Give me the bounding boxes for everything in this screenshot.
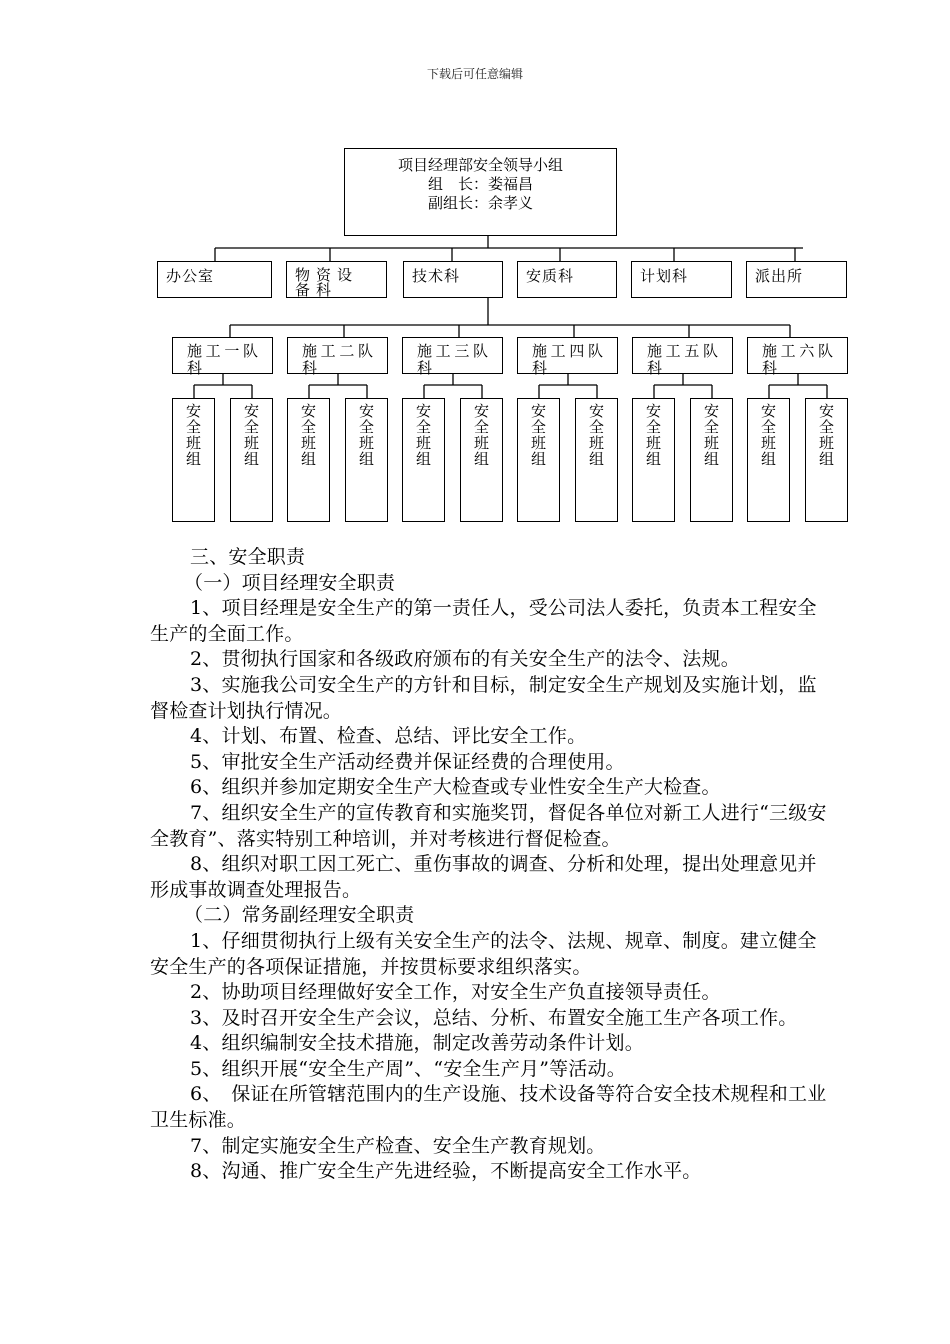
section-title: 三、安全职责	[190, 546, 306, 568]
team-name-suffix: 科	[302, 359, 318, 377]
safety-group-box: 安全班组	[230, 398, 273, 522]
team-name: 施工二队	[302, 342, 373, 360]
paragraph: 4、组织编制安全技术措施，制定改善劳动条件计划。	[190, 1032, 644, 1055]
team-box	[747, 337, 848, 377]
paragraph: 3、实施我公司安全生产的方针和目标，制定安全生产规划及实施计划，监督检查计划执行情况。	[150, 673, 817, 722]
dept-box: 技术科	[403, 261, 503, 298]
header-note: 下载后可任意编辑	[426, 67, 523, 81]
safety-group-box: 安全班组	[517, 398, 560, 522]
safety-group-box: 安全班组	[402, 398, 445, 522]
dept-box: 办公室	[157, 261, 272, 298]
team-name-suffix: 科	[532, 359, 548, 377]
paragraph: 3、及时召开安全生产会议，总结、分析、布置安全施工生产各项工作。	[190, 1006, 798, 1029]
safety-group-box: 安全班组	[747, 398, 790, 522]
team-name: 施工五队	[647, 342, 718, 360]
dept-box: 计划科	[631, 261, 732, 298]
safety-group-box: 安全班组	[575, 398, 618, 522]
dept-box: 安质科	[517, 261, 617, 298]
paragraph: 7、组织安全生产的宣传教育和实施奖罚，督促各单位对新工人进行“三级安全教育”、落实特别工种培训，并对考核进行督促检查。	[150, 801, 827, 850]
paragraph: 2、协助项目经理做好安全工作，对安全生产负直接领导责任。	[190, 981, 721, 1004]
dept-box: 派出所	[746, 261, 847, 298]
paragraph: 5、组织开展“安全生产周”、“安全生产月”等活动。	[190, 1057, 626, 1080]
paragraph: 5、审批安全生产活动经费并保证经费的合理使用。	[190, 750, 625, 773]
paragraph: 1、项目经理是安全生产的第一责任人，受公司法人委托，负责本工程安全生产的全面工作。	[150, 597, 817, 645]
safety-group-box: 安全班组	[172, 398, 215, 522]
document-body	[150, 545, 830, 1185]
team-name: 施工六队	[762, 342, 833, 360]
team-name: 施工一队	[187, 342, 258, 360]
leadership-group-deputy: 副组长：余孝义	[427, 194, 533, 212]
safety-group-box: 安全班组	[690, 398, 733, 522]
paragraph: 8、沟通、推广安全生产先进经验，不断提高安全工作水平。	[190, 1160, 702, 1183]
team-box	[172, 337, 273, 377]
team-name-suffix: 科	[647, 359, 663, 377]
team-box	[402, 337, 503, 377]
safety-group-box: 安全班组	[632, 398, 675, 522]
paragraph: 6、组织并参加定期安全生产大检查或专业性安全生产大检查。	[190, 776, 721, 799]
team-name-suffix: 科	[187, 359, 203, 377]
team-box	[517, 337, 618, 377]
safety-group-box: 安全班组	[460, 398, 503, 522]
team-name: 施工四队	[532, 342, 603, 360]
safety-group-box: 安全班组	[805, 398, 848, 522]
paragraph: 2、贯彻执行国家和各级政府颁布的有关安全生产的法令、法规。	[190, 648, 740, 671]
leadership-group-leader: 组 长：娄福昌	[427, 175, 533, 193]
team-box	[287, 337, 388, 377]
leadership-group-title: 项目经理部安全领导小组	[397, 156, 563, 174]
team-name-suffix: 科	[417, 359, 433, 377]
team-name-suffix: 科	[762, 359, 778, 377]
safety-group-box: 安全班组	[287, 398, 330, 522]
subsection-title: （一）项目经理安全职责	[184, 571, 396, 594]
team-name: 施工三队	[417, 342, 488, 360]
dept-box: 物资设备科	[286, 261, 387, 298]
paragraph: 8、组织对职工因工死亡、重伤事故的调查、分析和处理，提出处理意见并形成事故调查处理报告。	[150, 853, 817, 901]
paragraph: 6、 保证在所管辖范围内的生产设施、技术设备等符合安全技术规程和工业卫生标准。	[150, 1083, 827, 1132]
leadership-group-box	[344, 148, 617, 236]
subsection-title: （二）常务副经理安全职责	[184, 904, 415, 927]
paragraph: 1、仔细贯彻执行上级有关安全生产的法令、法规、规章、制度。建立健全安全生产的各项保证措施，并按贯标要求组织落实。	[150, 929, 817, 978]
paragraph: 7、制定实施安全生产检查、安全生产教育规划。	[190, 1134, 606, 1157]
safety-group-box: 安全班组	[345, 398, 388, 522]
paragraph: 4、计划、布置、检查、总结、评比安全工作。	[190, 725, 587, 748]
team-box	[632, 337, 733, 377]
